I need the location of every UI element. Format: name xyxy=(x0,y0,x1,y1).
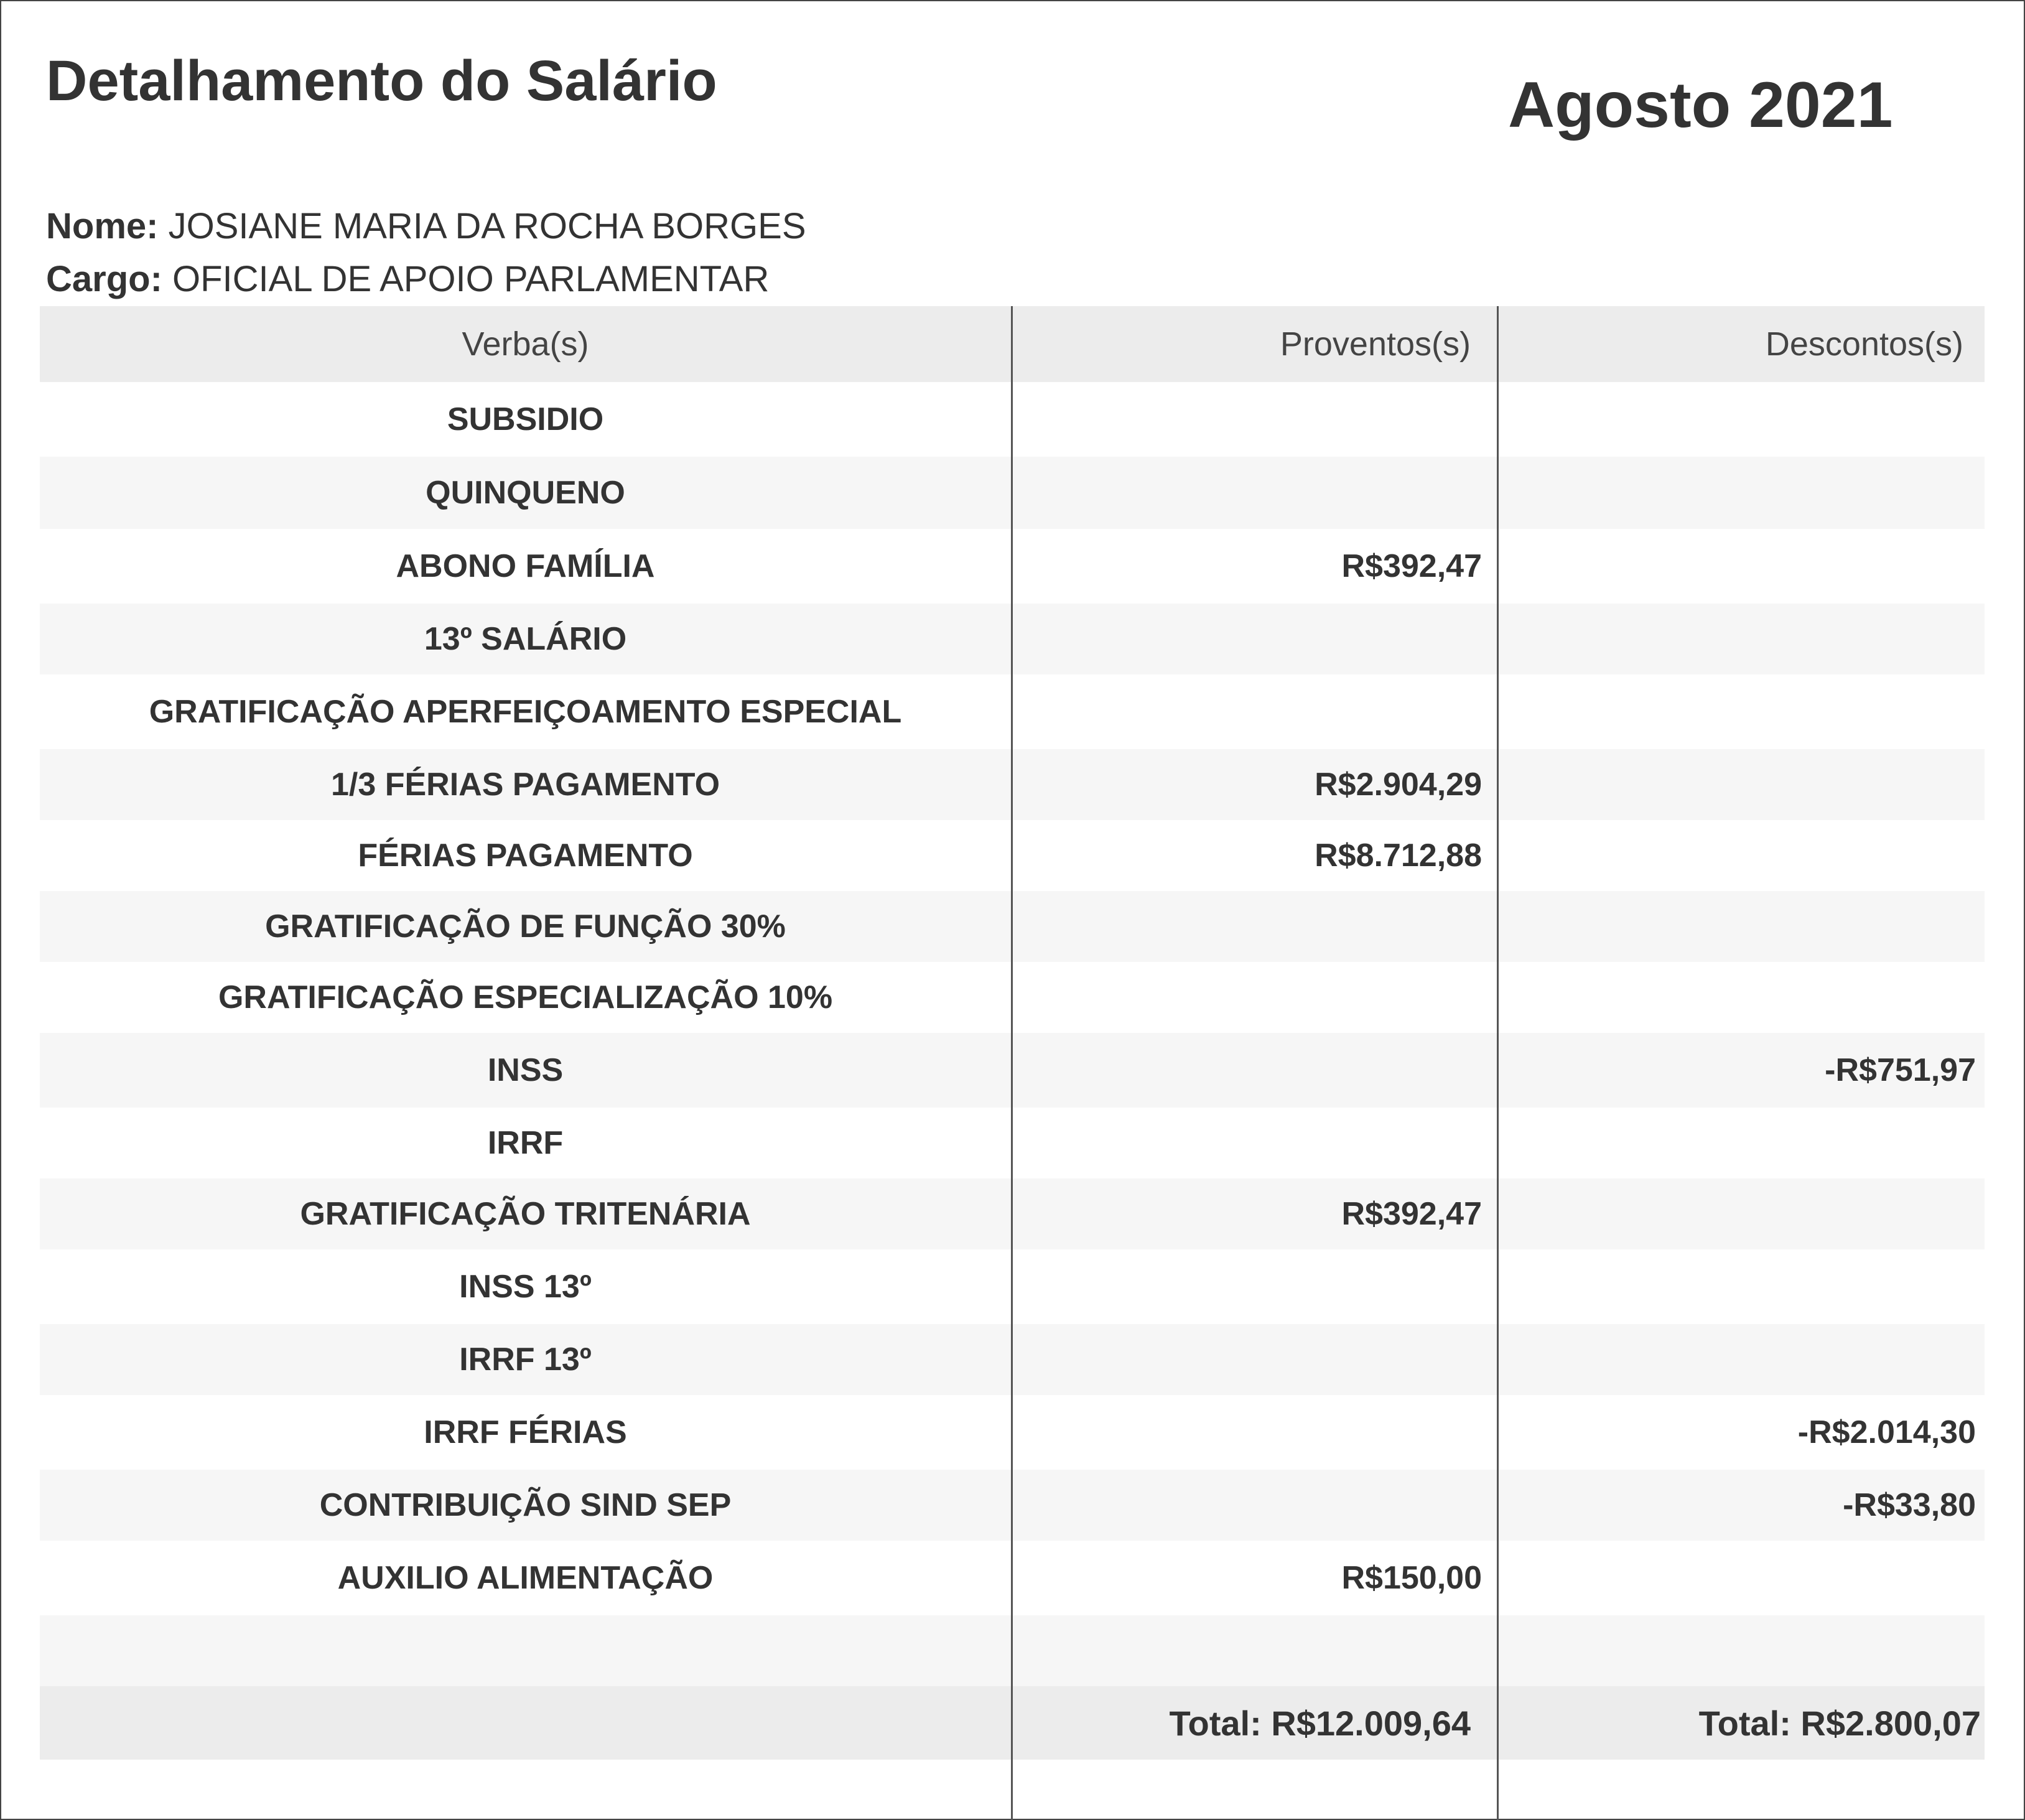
employee-position xyxy=(46,258,769,300)
desconto-cell xyxy=(1497,604,1985,674)
provento-cell: R$392,47 xyxy=(1341,548,1482,584)
provento-cell xyxy=(1011,1033,1497,1108)
verba-cell: IRRF 13º xyxy=(459,1342,592,1378)
name-value: JOSIANE MARIA DA ROCHA BORGES xyxy=(168,206,806,246)
verba-cell: FÉRIAS PAGAMENTO xyxy=(358,838,693,874)
verba-cell: GRATIFICAÇÃO ESPECIALIZAÇÃO 10% xyxy=(218,979,833,1015)
verba-cell: CONTRIBUIÇÃO SIND SEP xyxy=(319,1487,732,1523)
provento-cell: R$150,00 xyxy=(1341,1560,1482,1596)
desconto-cell xyxy=(1497,962,1985,1033)
desconto-cell xyxy=(1497,529,1985,604)
verba-cell: IRRF FÉRIAS xyxy=(424,1414,627,1450)
provento-cell: R$8.712,88 xyxy=(1315,838,1482,874)
verba-cell: QUINQUENO xyxy=(426,475,625,511)
desconto-cell xyxy=(1497,1324,1985,1395)
desconto-cell xyxy=(1497,382,1985,457)
provento-cell xyxy=(1011,1615,1497,1686)
header-descontos: Descontos(s) xyxy=(1765,325,1963,363)
employee-name xyxy=(46,205,806,247)
provento-cell xyxy=(1011,1108,1497,1178)
page-title: Detalhamento do Salário xyxy=(46,49,717,113)
provento-cell xyxy=(1011,604,1497,674)
provento-cell xyxy=(1011,891,1497,962)
desconto-cell: -R$2.014,30 xyxy=(1797,1414,1976,1450)
verba-cell: 1/3 FÉRIAS PAGAMENTO xyxy=(330,767,720,803)
verba-cell: GRATIFICAÇÃO TRITENÁRIA xyxy=(300,1196,751,1232)
desconto-cell xyxy=(1497,674,1985,749)
column-divider-1 xyxy=(1011,306,1013,1820)
desconto-cell: -R$751,97 xyxy=(1825,1052,1976,1088)
desconto-cell xyxy=(1497,457,1985,529)
header-verbas: Verba(s) xyxy=(462,325,589,363)
provento-cell: R$2.904,29 xyxy=(1315,767,1482,803)
position-label: Cargo: xyxy=(46,259,162,299)
provento-cell: R$392,47 xyxy=(1341,1196,1482,1232)
provento-cell xyxy=(1011,1249,1497,1324)
desconto-cell xyxy=(1497,820,1985,891)
provento-cell xyxy=(1011,674,1497,749)
period-label: Agosto 2021 xyxy=(1508,69,1893,141)
name-label: Nome: xyxy=(46,206,159,246)
header-proventos: Proventos(s) xyxy=(1280,325,1471,363)
provento-cell xyxy=(1011,962,1497,1033)
verba-cell: INSS 13º xyxy=(459,1269,592,1305)
desconto-cell xyxy=(1497,1108,1985,1178)
desconto-cell xyxy=(1497,1615,1985,1686)
verba-cell: GRATIFICAÇÃO APERFEIÇOAMENTO ESPECIAL xyxy=(149,694,902,730)
provento-cell xyxy=(1011,1324,1497,1395)
provento-cell xyxy=(1011,457,1497,529)
verba-cell xyxy=(40,1615,1011,1686)
provento-cell xyxy=(1011,1470,1497,1541)
provento-cell xyxy=(1011,1395,1497,1470)
desconto-cell xyxy=(1497,1178,1985,1249)
position-value: OFICIAL DE APOIO PARLAMENTAR xyxy=(172,259,770,299)
verba-cell: ABONO FAMÍLIA xyxy=(396,548,655,584)
provento-cell xyxy=(1011,382,1497,457)
total-proventos: Total: R$12.009,64 xyxy=(1169,1703,1471,1743)
desconto-cell xyxy=(1497,749,1985,820)
verba-cell: AUXILIO ALIMENTAÇÃO xyxy=(337,1560,714,1596)
desconto-cell: -R$33,80 xyxy=(1843,1487,1976,1523)
verba-cell: SUBSIDIO xyxy=(447,401,604,437)
verba-cell: GRATIFICAÇÃO DE FUNÇÃO 30% xyxy=(265,908,786,945)
desconto-cell xyxy=(1497,891,1985,962)
total-empty-cell xyxy=(40,1686,1011,1760)
desconto-cell xyxy=(1497,1541,1985,1615)
verba-cell: 13º SALÁRIO xyxy=(424,621,627,657)
verba-cell: IRRF xyxy=(487,1125,564,1161)
total-descontos: Total: R$2.800,07 xyxy=(1698,1703,1981,1743)
verba-cell: INSS xyxy=(487,1052,564,1088)
column-divider-2 xyxy=(1497,306,1499,1820)
desconto-cell xyxy=(1497,1249,1985,1324)
